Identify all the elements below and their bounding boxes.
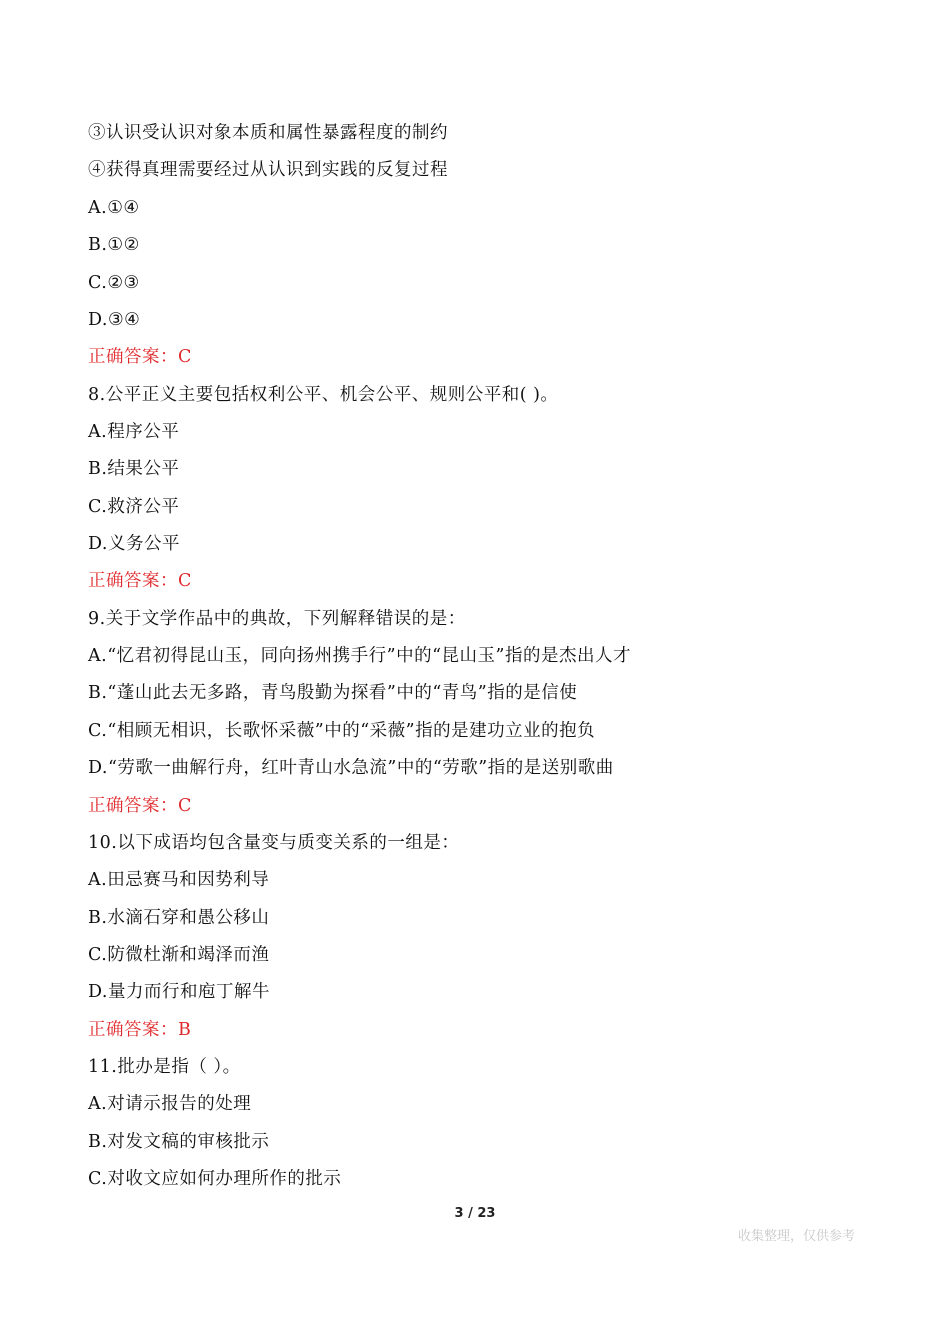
answer-line: 正确答案：C bbox=[88, 571, 192, 591]
option-line: B.①② bbox=[88, 235, 140, 255]
option-line: D.“劳歌一曲解行舟，红叶青山水急流”中的“劳歌”指的是送别歌曲 bbox=[88, 758, 614, 778]
question-line: 9.关于文学作品中的典故，下列解释错误的是： bbox=[88, 609, 466, 629]
option-line: B.水滴石穿和愚公移山 bbox=[88, 908, 270, 928]
option-line: B.对发文稿的审核批示 bbox=[88, 1132, 270, 1152]
text-line: ③认识受认识对象本质和属性暴露程度的制约 bbox=[88, 123, 448, 143]
option-line: C.“相顾无相识，长歌怀采薇”中的“采薇”指的是建功立业的抱负 bbox=[88, 721, 596, 741]
option-line: D.义务公平 bbox=[88, 534, 180, 554]
option-line: D.③④ bbox=[88, 310, 141, 330]
question-line: 10.以下成语均包含量变与质变关系的一组是： bbox=[88, 833, 460, 853]
option-line: A.①④ bbox=[88, 198, 140, 218]
option-line: C.救济公平 bbox=[88, 497, 180, 517]
answer-line: 正确答案：B bbox=[88, 1020, 192, 1040]
option-line: C.②③ bbox=[88, 273, 140, 293]
option-line: D.量力而行和庖丁解牛 bbox=[88, 982, 270, 1002]
option-line: A.“忆君初得昆山玉，同向扬州携手行”中的“昆山玉”指的是杰出人才 bbox=[88, 646, 631, 666]
question-line: 11.批办是指（ ）。 bbox=[88, 1057, 241, 1077]
option-line: A.对请示报告的处理 bbox=[88, 1094, 252, 1114]
option-line: C.对收文应如何办理所作的批示 bbox=[88, 1169, 342, 1189]
text-line: ④获得真理需要经过从认识到实践的反复过程 bbox=[88, 160, 448, 180]
watermark-text: 收集整理，仅供参考 bbox=[738, 1229, 856, 1244]
option-line: C.防微杜渐和竭泽而渔 bbox=[88, 945, 270, 965]
question-line: 8.公平正义主要包括权利公平、机会公平、规则公平和( )。 bbox=[88, 385, 559, 405]
option-line: B.“蓬山此去无多路，青鸟殷勤为探看”中的“青鸟”指的是信使 bbox=[88, 683, 578, 703]
option-line: A.程序公平 bbox=[88, 422, 180, 442]
option-line: A.田忌赛马和因势利导 bbox=[88, 870, 270, 890]
answer-line: 正确答案：C bbox=[88, 796, 192, 816]
answer-line: 正确答案：C bbox=[88, 347, 192, 367]
option-line: B.结果公平 bbox=[88, 459, 180, 479]
page-number: 3 / 23 bbox=[454, 1206, 496, 1221]
